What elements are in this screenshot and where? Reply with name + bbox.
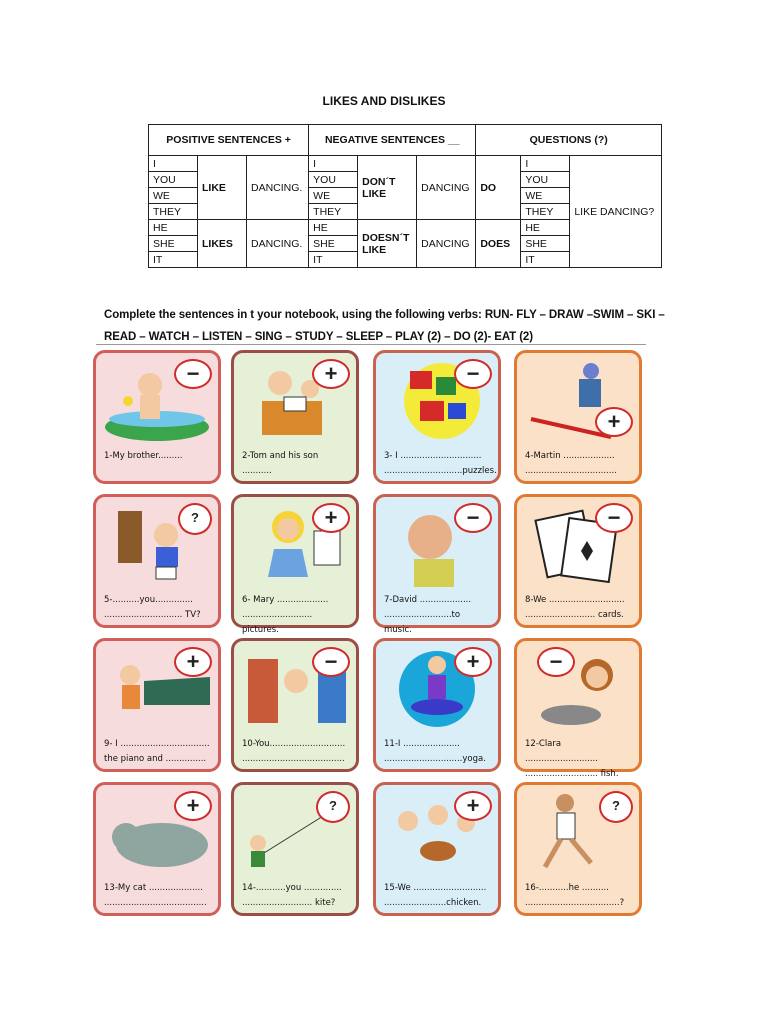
exercise-card-1 bbox=[93, 350, 221, 484]
pronoun: THEY bbox=[309, 204, 358, 220]
page-title: LIKES AND DISLIKES bbox=[322, 94, 446, 108]
exercise-sentence: 4-Martin ................... .................................. bbox=[525, 451, 617, 476]
pronoun: I bbox=[149, 156, 198, 172]
exercise-card-11 bbox=[373, 638, 501, 772]
minus-sign-icon: − bbox=[174, 359, 212, 389]
minus-sign-icon: − bbox=[537, 647, 575, 677]
exercise-sentence: 5-..........you.............. ............................. TV? bbox=[104, 595, 201, 620]
dancing-cell: DANCING. bbox=[247, 156, 309, 220]
verb-doesnt-like: DOESN´T LIKE bbox=[358, 220, 417, 268]
exercise-card-16 bbox=[514, 782, 642, 916]
exercise-card-14 bbox=[231, 782, 359, 916]
plus-sign-icon: + bbox=[174, 647, 212, 677]
exercise-card-13 bbox=[93, 782, 221, 916]
exercise-sentence: 2-Tom and his son ........... bbox=[242, 451, 319, 476]
pronoun: SHE bbox=[521, 236, 570, 252]
plus-sign-icon: + bbox=[312, 359, 350, 389]
exercise-sentence: 3- I .............................. .............................puzzles. bbox=[384, 451, 497, 476]
exercise-sentence: 9- I ................................. the piano and ............... bbox=[104, 739, 210, 764]
dancing-cell: DANCING. bbox=[247, 220, 309, 268]
verb-likes: LIKES bbox=[198, 220, 247, 268]
verb-like: LIKE bbox=[198, 156, 247, 220]
exercise-card-9 bbox=[93, 638, 221, 772]
pronoun: HE bbox=[309, 220, 358, 236]
pronoun: I bbox=[521, 156, 570, 172]
question-sign-icon: ? bbox=[599, 791, 633, 823]
pronoun: HE bbox=[521, 220, 570, 236]
pronoun: YOU bbox=[521, 172, 570, 188]
pronoun: WE bbox=[521, 188, 570, 204]
exercise-card-3 bbox=[373, 350, 501, 484]
aux-do: DO bbox=[476, 156, 521, 220]
exercise-sentence: 11-I ..................... .............................yoga. bbox=[384, 739, 486, 764]
negative-header: NEGATIVE SENTENCES __ bbox=[309, 125, 476, 156]
pronoun: SHE bbox=[149, 236, 198, 252]
minus-sign-icon: − bbox=[454, 503, 492, 533]
exercise-sentence: 8-We ............................ .......................... cards. bbox=[525, 595, 625, 620]
exercise-card-6 bbox=[231, 494, 359, 635]
dancing-cell: DANCING bbox=[417, 156, 476, 220]
question-sign-icon: ? bbox=[316, 791, 350, 823]
exercise-card-8 bbox=[514, 494, 642, 628]
question-sign-icon: ? bbox=[178, 503, 212, 535]
divider bbox=[96, 344, 646, 345]
plus-sign-icon: + bbox=[454, 647, 492, 677]
plus-sign-icon: + bbox=[174, 791, 212, 821]
pronoun: YOU bbox=[309, 172, 358, 188]
pronoun: IT bbox=[521, 252, 570, 268]
positive-header: POSITIVE SENTENCES + bbox=[149, 125, 309, 156]
pronoun: YOU bbox=[149, 172, 198, 188]
plus-sign-icon: + bbox=[454, 791, 492, 821]
pronoun: I bbox=[309, 156, 358, 172]
exercise-instruction: Complete the sentences in t your notebook, using the following verbs: RUN- FLY – DRAW –SWIM – SKI – READ – WATCH – LISTEN – SING – STUDY – SLEEP – PLAY (2) – DO (2)- EAT (2) bbox=[104, 309, 665, 343]
pronoun: THEY bbox=[149, 204, 198, 220]
exercise-sentence: 1-My brother......... bbox=[104, 451, 183, 461]
verb-dont-like: DON´T LIKE bbox=[358, 156, 417, 220]
minus-sign-icon: − bbox=[454, 359, 492, 389]
minus-sign-icon: − bbox=[312, 647, 350, 677]
pronoun: WE bbox=[309, 188, 358, 204]
exercise-card-5 bbox=[93, 494, 221, 628]
grammar-table bbox=[148, 124, 662, 268]
pronoun: IT bbox=[309, 252, 358, 268]
plus-sign-icon: + bbox=[595, 407, 633, 437]
exercise-card-7 bbox=[373, 494, 501, 635]
questions-header: QUESTIONS (?) bbox=[476, 125, 662, 156]
pronoun: WE bbox=[149, 188, 198, 204]
dancing-cell: DANCING bbox=[417, 220, 476, 268]
pronoun: HE bbox=[149, 220, 198, 236]
exercise-card-12 bbox=[514, 638, 642, 779]
pronoun: THEY bbox=[521, 204, 570, 220]
minus-sign-icon: − bbox=[595, 503, 633, 533]
exercise-sentence: 13-My cat .................... ...................................... bbox=[104, 883, 207, 908]
like-dancing-question: LIKE DANCING? bbox=[570, 156, 662, 268]
exercise-sentence: 14-...........you .............. .......................... kite? bbox=[242, 883, 342, 908]
exercise-sentence: 7-David ................... .........................to music. bbox=[384, 595, 472, 635]
exercise-card-15 bbox=[373, 782, 501, 916]
pronoun: IT bbox=[149, 252, 198, 268]
aux-does: DOES bbox=[476, 220, 521, 268]
plus-sign-icon: + bbox=[312, 503, 350, 533]
exercise-sentence: 6- Mary ................... .......................... pictures. bbox=[242, 595, 329, 635]
exercise-sentence: 12-Clara ........................... ........................... fish. bbox=[525, 739, 619, 779]
exercise-card-2 bbox=[231, 350, 359, 484]
exercise-sentence: 16-...........he .......... ...................................? bbox=[525, 883, 625, 908]
pronoun: SHE bbox=[309, 236, 358, 252]
exercise-sentence: 10-You............................ ...................................... bbox=[242, 739, 346, 764]
exercise-card-4 bbox=[514, 350, 642, 484]
exercise-card-10 bbox=[231, 638, 359, 772]
exercise-sentence: 15-We ........................... .......................chicken. bbox=[384, 883, 487, 908]
